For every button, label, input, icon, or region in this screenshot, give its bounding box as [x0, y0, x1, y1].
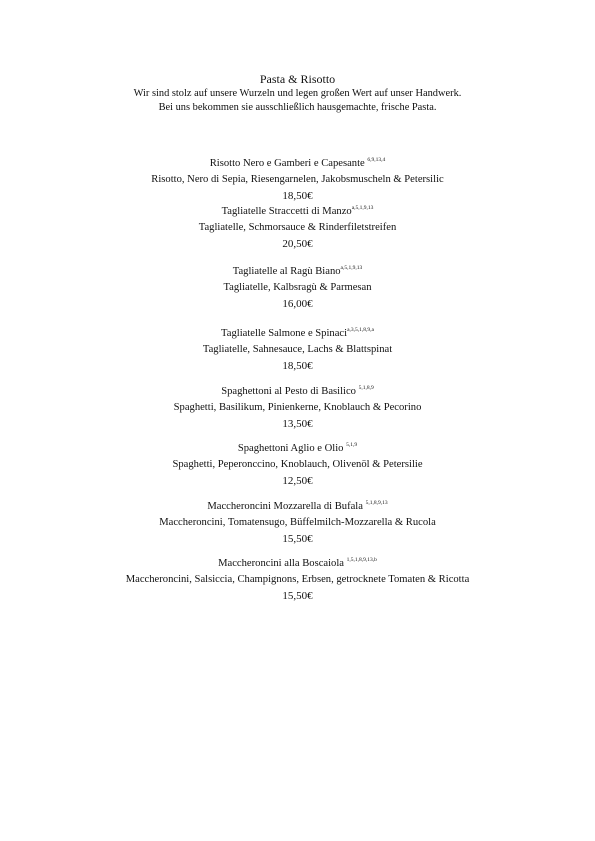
- dish-price: 18,50€: [282, 190, 313, 202]
- allergen-codes: a,5,1,9,13: [351, 205, 374, 211]
- allergen-codes: 6,9,13,4: [367, 157, 386, 163]
- dish-description: Tagliatelle, Kalbsragù & Parmesan: [223, 282, 372, 293]
- menu-item: [0, 204, 595, 252]
- allergen-codes: a,3,5,1,8,9,a: [347, 327, 374, 333]
- dish-description: Spaghetti, Basilikum, Pinienkerne, Knoblauch & Pecorino: [173, 402, 422, 413]
- dish-description: Maccheroncini, Tomatensugo, Büffelmilch-Mozzarella & Rucola: [159, 517, 436, 528]
- allergen-codes: 1,5,1,8,9,13,b: [346, 557, 377, 563]
- menu-item: [0, 441, 595, 489]
- dish-price: 16,00€: [282, 298, 313, 310]
- dish-price: 18,50€: [282, 360, 313, 372]
- menu-item: [0, 384, 595, 432]
- dish-name: Spaghettoni al Pesto di Basilico $^{5,1,8,9}$: [221, 385, 374, 397]
- dish-description: Spaghetti, Peperonccino, Knoblauch, Olivenöl & Petersilie: [172, 459, 423, 470]
- dish-name: Spaghettoni Aglio e Olio $^{5,1,9}$: [237, 442, 358, 454]
- allergen-codes: 5,1,8,9: [358, 385, 374, 391]
- dish-name: Tagliatelle Salmone e Spinaci$^{a,3,5,1,8,9,a}$: [221, 327, 374, 339]
- dish-name: Risotto Nero e Gamberi e Capesante $^{6,9,13,4}$: [209, 157, 386, 169]
- dish-description: Risotto, Nero di Sepia, Riesengarnelen, Jakobsmuscheln & Petersilic: [151, 174, 444, 185]
- allergen-codes: 5,1,8,9,13: [365, 500, 388, 506]
- menu-item: [0, 499, 595, 547]
- dish-description: Maccheroncini, Salsiccia, Champignons, Erbsen, getrocknete Tomaten & Ricotta: [125, 574, 470, 585]
- dish-price: 15,50€: [282, 533, 313, 545]
- menu-item: [0, 156, 595, 204]
- dish-name: Maccheroncini Mozzarella di Bufala $^{5,1,8,9,13}$: [207, 500, 388, 512]
- dish-price: 12,50€: [282, 475, 313, 487]
- intro-line-2: Bei uns bekommen sie ausschließlich hausgemachte, frische Pasta.: [158, 102, 437, 113]
- dish-name: Maccheroncini alla Boscaiola $^{1,5,1,8,9,13,b}$: [218, 557, 377, 569]
- allergen-codes: 5,1,9: [346, 442, 358, 448]
- dish-description: Tagliatelle, Schmorsauce & Rinderfiletstreifen: [198, 222, 397, 233]
- menu-header: [0, 71, 595, 115]
- intro-line-1: Wir sind stolz auf unsere Wurzeln und legen großen Wert auf unser Handwerk.: [133, 88, 462, 99]
- menu-item: [0, 264, 595, 312]
- dish-name: Tagliatelle Straccetti di Manzo$^{a,5,1,9,13}$: [221, 205, 374, 217]
- menu-item: [0, 556, 595, 604]
- dish-price: 13,50€: [282, 418, 313, 430]
- dish-price: 20,50€: [282, 238, 313, 250]
- dish-price: 15,50€: [282, 590, 313, 602]
- allergen-codes: a,5,1,9,13: [340, 265, 363, 271]
- dish-name: Tagliatelle al Ragù Biano$^{a,5,1,9,13}$: [232, 265, 363, 277]
- dish-description: Tagliatelle, Sahnesauce, Lachs & Blattspinat: [202, 344, 393, 355]
- menu-item: [0, 326, 595, 374]
- section-title: Pasta & Risotto: [259, 72, 336, 86]
